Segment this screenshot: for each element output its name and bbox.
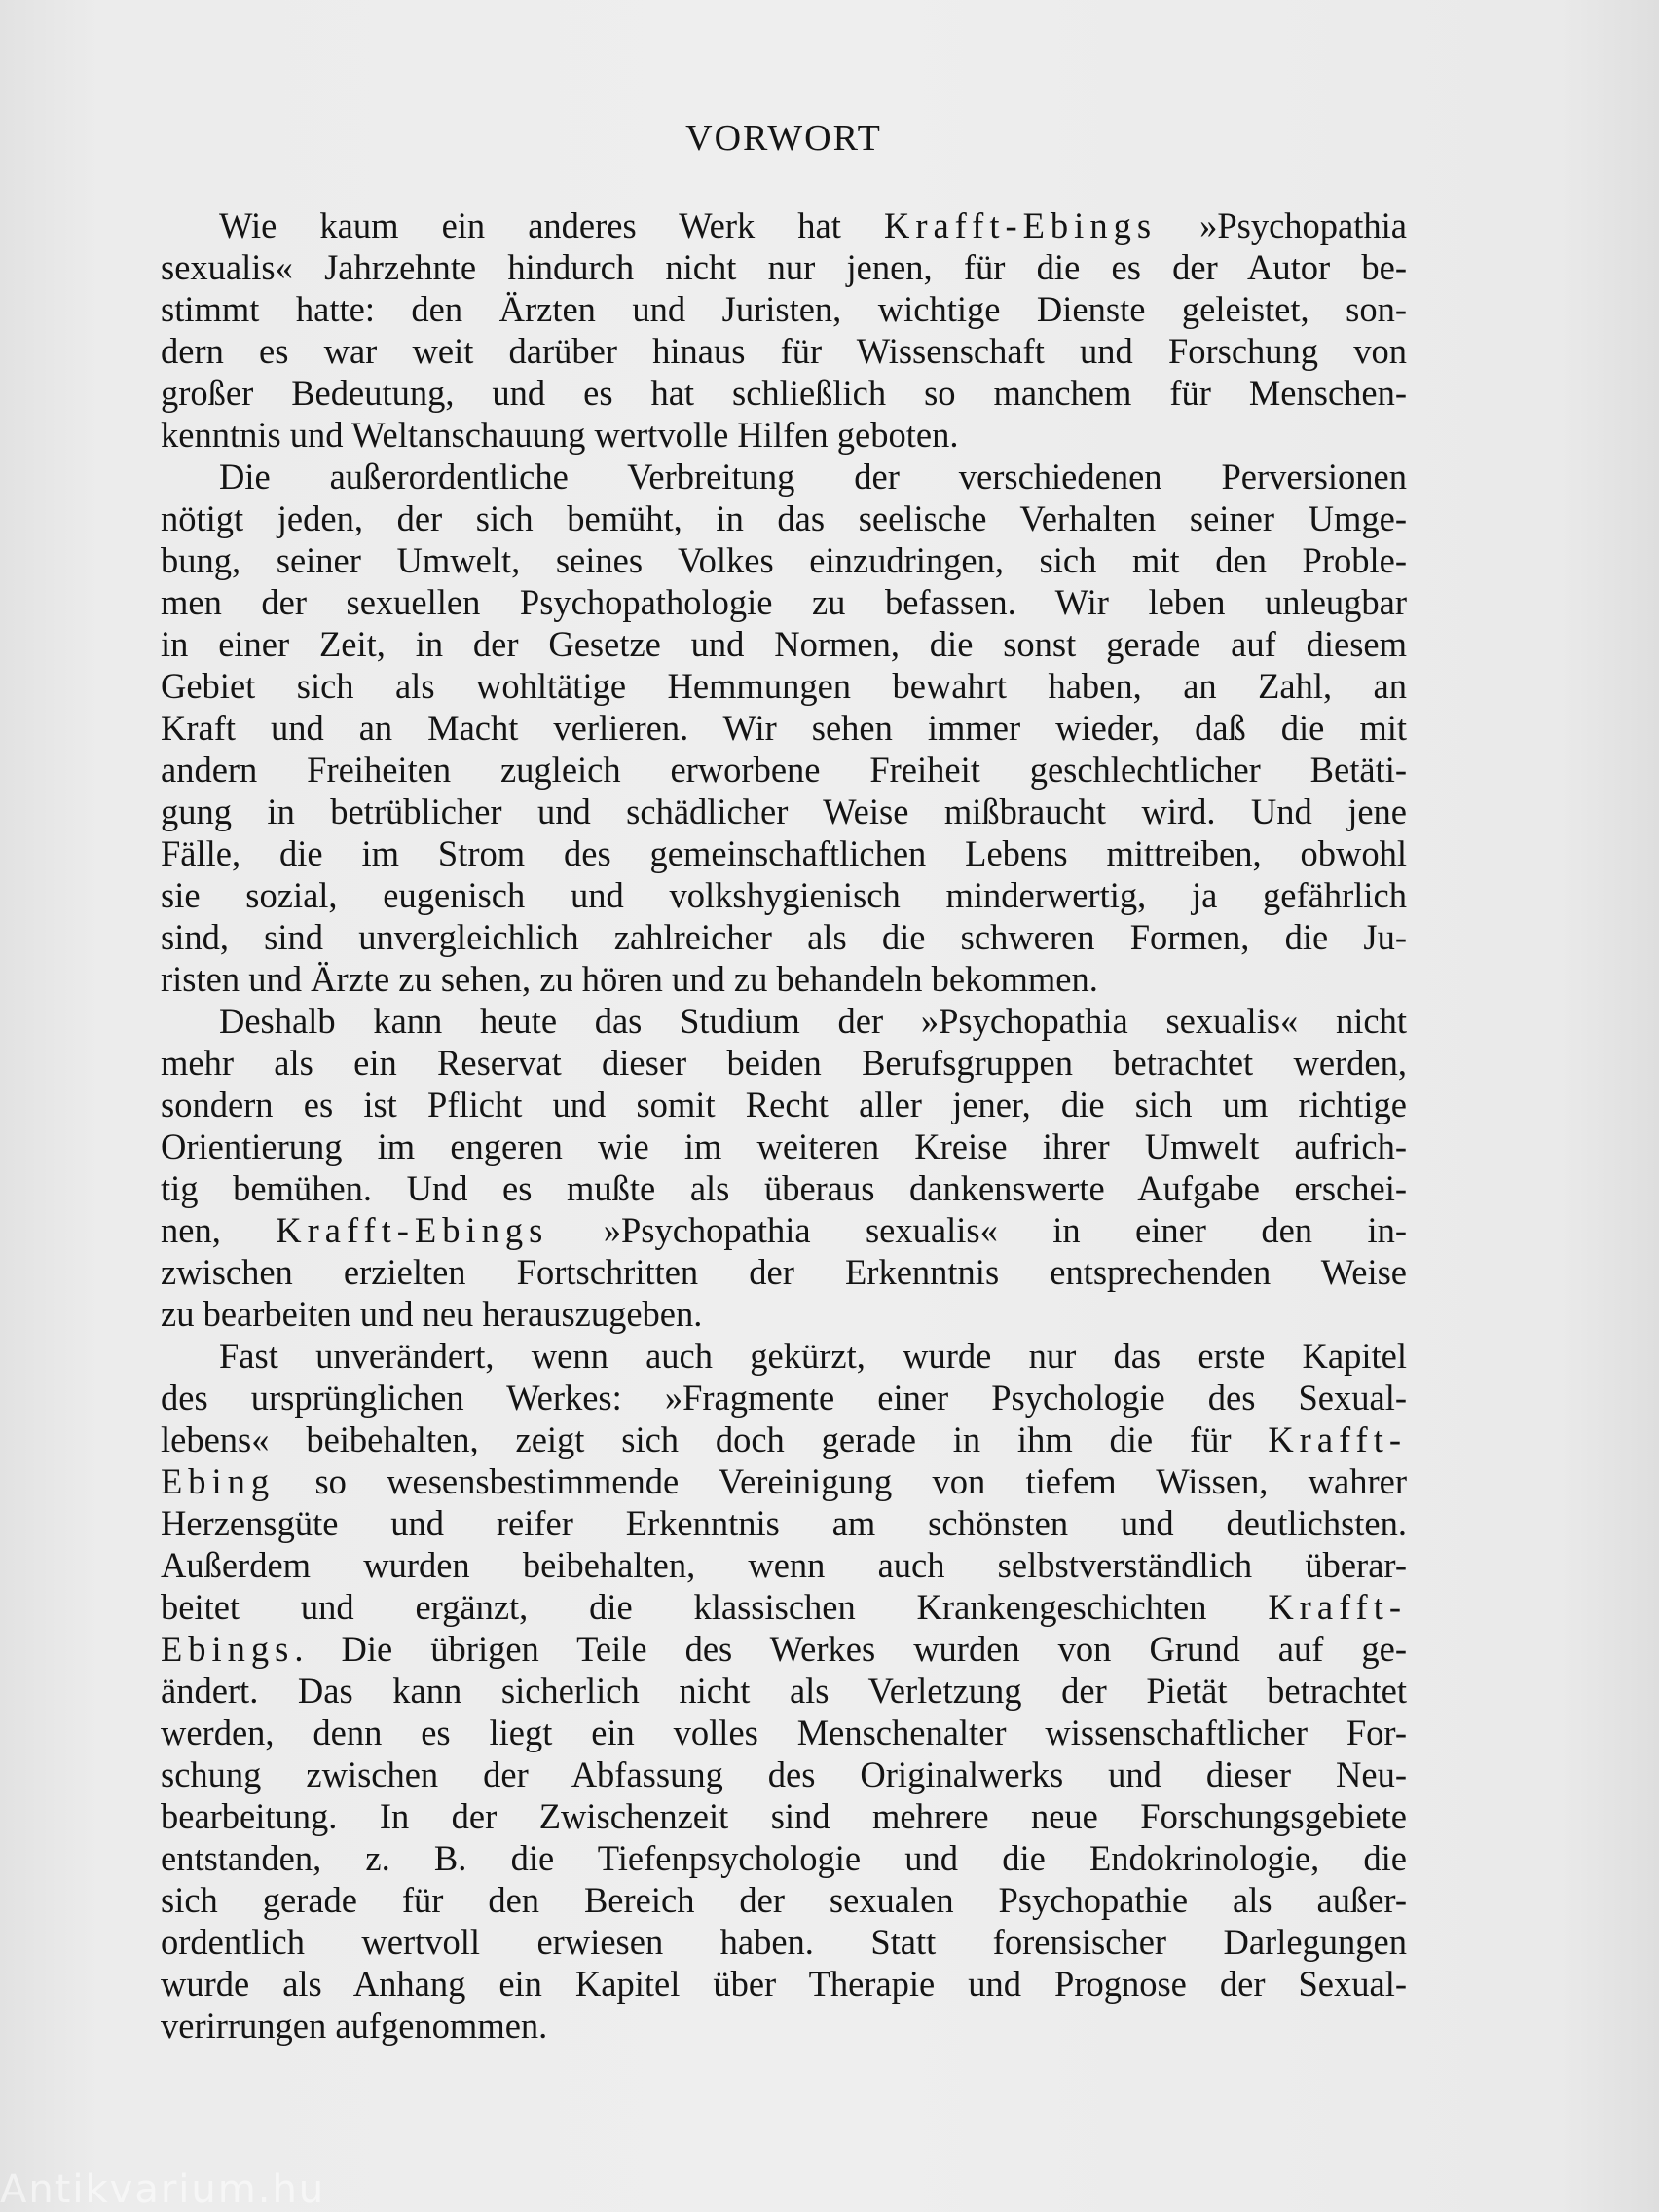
author-name-spaced: Ebings [161, 1629, 295, 1669]
paragraph [161, 456, 1407, 1000]
text-line [161, 832, 1407, 874]
text-line [161, 1795, 1407, 1837]
text-line [161, 246, 1407, 288]
text-line [161, 958, 1407, 1000]
text-line [161, 1167, 1407, 1209]
text-line [161, 498, 1407, 539]
text-segment: nen, [161, 1210, 276, 1250]
text-line [161, 1000, 1407, 1042]
text-line [161, 204, 1407, 246]
text-line [161, 665, 1407, 707]
text-segment: zu bearbeiten und neu herauszugeben. [161, 1294, 703, 1334]
paragraph [161, 1000, 1407, 1335]
text-line [161, 2005, 1407, 2046]
text-segment: Orientierung im engeren wie im weiteren Kreise ihrer Umwelt aufrich- [161, 1126, 1407, 1166]
text-segment: Die außerordentliche Verbreitung der verschiedenen Perversionen [219, 457, 1407, 497]
text-segment: tig bemühen. Und es mußte als überaus dankenswerte Aufgabe erschei- [161, 1168, 1407, 1208]
text-line [161, 1335, 1407, 1377]
text-segment: mehr als ein Reservat dieser beiden Berufsgruppen betrachtet werden, [161, 1043, 1407, 1083]
text-segment: men der sexuellen Psychopathologie zu befassen. Wir leben unleugbar [161, 582, 1407, 622]
text-line [161, 1084, 1407, 1125]
text-segment: lebens« beibehalten, zeigt sich doch gerade in ihm die für [161, 1419, 1269, 1459]
text-segment: bearbeitung. In der Zwischenzeit sind mehrere neue Forschungsgebiete [161, 1796, 1407, 1836]
text-line [161, 1502, 1407, 1544]
text-segment: »Psychopathia [1157, 205, 1407, 245]
text-segment: verirrungen aufgenommen. [161, 2006, 548, 2046]
preface-body [161, 204, 1407, 2046]
text-segment: sind, sind unvergleichlich zahlreicher als die schweren Formen, die Ju- [161, 917, 1407, 957]
text-line [161, 1419, 1407, 1460]
text-segment: dern es war weit darüber hinaus für Wissenschaft und Forschung von [161, 331, 1407, 371]
text-line [161, 874, 1407, 916]
text-line [161, 1460, 1407, 1502]
text-segment: werden, denn es liegt ein volles Menschenalter wissenschaftlicher For- [161, 1713, 1407, 1752]
text-segment: Fast unverändert, wenn auch gekürzt, wurde nur das erste Kapitel [219, 1336, 1407, 1376]
text-segment: so wesensbestimmende Vereinigung von tiefem Wissen, wahrer [275, 1461, 1407, 1501]
text-segment: Kraft und an Macht verlieren. Wir sehen immer wieder, daß die mit [161, 708, 1407, 748]
text-line [161, 1921, 1407, 1963]
text-segment: beitet und ergänzt, die klassischen Krankengeschichten [161, 1587, 1269, 1627]
text-line [161, 1670, 1407, 1712]
author-name-spaced: Ebing [161, 1461, 276, 1501]
text-segment: wurde als Anhang ein Kapitel über Therapie und Prognose der Sexual- [161, 1964, 1407, 2004]
author-name-spaced: Krafft-Ebings [276, 1210, 549, 1250]
text-segment: ändert. Das kann sicherlich nicht als Verletzung der Pietät betrachtet [161, 1671, 1407, 1711]
text-segment: Außerdem wurden beibehalten, wenn auch selbstverständlich überar- [161, 1545, 1407, 1585]
text-line [161, 539, 1407, 581]
text-segment: Herzensgüte und reifer Erkenntnis am schönsten und deutlichsten. [161, 1503, 1407, 1543]
text-segment: entstanden, z. B. die Tiefenpsychologie und die Endokrinologie, die [161, 1838, 1407, 1878]
text-line [161, 791, 1407, 832]
text-line [161, 1837, 1407, 1879]
text-segment: nötigt jeden, der sich bemüht, in das seelische Verhalten seiner Umge- [161, 498, 1407, 538]
text-line [161, 1293, 1407, 1335]
text-line [161, 1251, 1407, 1293]
text-segment: großer Bedeutung, und es hat schließlich so manchem für Menschen- [161, 373, 1407, 413]
text-segment: bung, seiner Umwelt, seines Volkes einzudringen, sich mit den Proble- [161, 540, 1407, 580]
text-line [161, 1209, 1407, 1251]
text-segment: sie sozial, eugenisch und volkshygienisch minderwertig, ja gefährlich [161, 875, 1407, 915]
text-segment: Deshalb kann heute das Studium der »Psychopathia sexualis« nicht [219, 1001, 1407, 1041]
text-segment: kenntnis und Weltanschauung wertvolle Hilfen geboten. [161, 415, 959, 455]
text-line [161, 330, 1407, 372]
author-name-spaced: Krafft-Ebings [883, 205, 1158, 245]
watermark-text: Antikvarium.hu [0, 2167, 326, 2212]
text-line [161, 623, 1407, 665]
text-line [161, 1586, 1407, 1628]
page-title: VORWORT [685, 118, 882, 159]
text-line [161, 1879, 1407, 1921]
paragraph [161, 1335, 1407, 2046]
text-segment: . Die übrigen Teile des Werkes wurden von Grund auf ge- [294, 1629, 1407, 1669]
paragraph [161, 204, 1407, 456]
text-line [161, 1963, 1407, 2005]
text-segment: sexualis« Jahrzehnte hindurch nicht nur jenen, für die es der Autor be- [161, 247, 1407, 287]
text-line [161, 749, 1407, 791]
text-line [161, 916, 1407, 958]
text-segment: Fälle, die im Strom des gemeinschaftlichen Lebens mittreiben, obwohl [161, 833, 1407, 873]
text-line [161, 581, 1407, 623]
text-line [161, 1628, 1407, 1670]
text-line [161, 456, 1407, 498]
text-segment: »Psychopathia sexualis« in einer den in- [548, 1210, 1408, 1250]
text-segment: risten und Ärzte zu sehen, zu hören und zu behandeln bekommen. [161, 959, 1098, 999]
author-name-spaced: Krafft- [1268, 1419, 1407, 1459]
text-segment: sich gerade für den Bereich der sexualen Psychopathie als außer- [161, 1880, 1407, 1920]
text-segment: gung in betrüblicher und schädlicher Weise mißbraucht wird. Und jene [161, 792, 1407, 831]
text-segment: des ursprünglichen Werkes: »Fragmente einer Psychologie des Sexual- [161, 1378, 1407, 1418]
text-line [161, 1712, 1407, 1753]
text-line [161, 414, 1407, 456]
author-name-spaced: Krafft- [1268, 1587, 1407, 1627]
text-line [161, 707, 1407, 749]
text-line [161, 372, 1407, 414]
text-segment: schung zwischen der Abfassung des Originalwerks und dieser Neu- [161, 1754, 1407, 1794]
text-line [161, 1753, 1407, 1795]
text-segment: stimmt hatte: den Ärzten und Juristen, wichtige Dienste geleistet, son- [161, 289, 1407, 329]
text-segment: Wie kaum ein anderes Werk hat [219, 205, 884, 245]
text-line [161, 1377, 1407, 1419]
text-line [161, 1125, 1407, 1167]
text-segment: andern Freiheiten zugleich erworbene Freiheit geschlechtlicher Betäti- [161, 750, 1407, 790]
text-segment: ordentlich wertvoll erwiesen haben. Statt forensischer Darlegungen [161, 1922, 1407, 1962]
text-line [161, 1544, 1407, 1586]
text-segment: zwischen erzielten Fortschritten der Erkenntnis entsprechenden Weise [161, 1252, 1407, 1292]
text-segment: sondern es ist Pflicht und somit Recht aller jener, die sich um richtige [161, 1085, 1407, 1124]
text-line [161, 1042, 1407, 1084]
text-segment: in einer Zeit, in der Gesetze und Normen, die sonst gerade auf diesem [161, 624, 1407, 664]
text-segment: Gebiet sich als wohltätige Hemmungen bewahrt haben, an Zahl, an [161, 666, 1407, 706]
text-line [161, 288, 1407, 330]
